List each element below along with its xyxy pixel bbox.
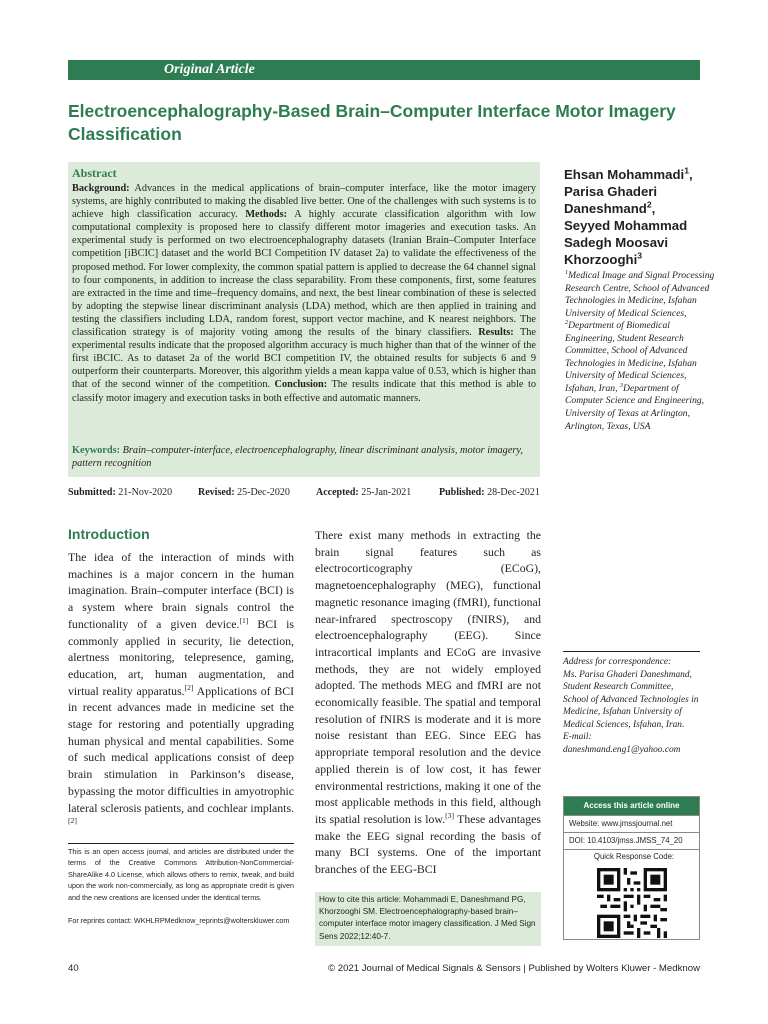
page-footer <box>68 963 700 977</box>
conclusion-text: The results indicate that this method is able to classify motor imagery and execution tasks in both effective and automatic manners. <box>72 379 536 404</box>
license-note <box>68 843 294 926</box>
access-heading: Access this article online <box>564 797 699 815</box>
revised-date: Revised: 25-Dec-2020 <box>198 487 290 498</box>
article-type-label: Original Article <box>164 62 255 77</box>
how-to-cite-box: How to cite this article: Mohammadi E, Daneshmand PG, Khorzooghi SM. Electroencephalography-based brain–computer interface motor imagery classification. J Med Sign Sens 2022;12:40-7. <box>315 892 541 946</box>
author-3: Seyyed Mohammad Sadegh Moosavi Khorzooghi$^3$ <box>564 218 688 267</box>
qr-label: Quick Response Code: <box>564 849 699 866</box>
page-number: 40 <box>68 963 79 974</box>
citation-4[interactable]: [3] <box>445 811 455 821</box>
citation-3[interactable]: [2] <box>68 816 77 826</box>
methods-text: A highly accurate classification algorithm with low computational complexity is proposed here to classify different motor imageries and execution tasks. An experimental study is performed on two electroencephalography datasets (Iranian Brain–Computer Interface competition [iBCIC] dataset and the world BCI Competition IV dataset 2a) to validate the effectiveness of the proposed method. For lower complexity, the common spatial pattern is applied to decrease the 64 channel signal to four components, in addition to increase the class separability. From these components, first, some features are extracted in the time and time–frequency domains, and next, the best linear combination of these is selected by adopting the stepwise linear discriminant analysis (LDA) method, which are then applied in training and testing the classifiers including LDA, random forest, support vector machine, and K nearest neighbors. The classification strategy is of majority voting among the results of the binary classifiers. <box>72 209 536 339</box>
accepted-date: Accepted: 25-Jan-2021 <box>316 487 412 498</box>
keywords-text: Brain–computer-interface, electroencephalography, linear discriminant analysis, motor imagery, pattern recognition <box>72 445 523 469</box>
correspondence-heading: Address for correspondence: <box>563 657 672 667</box>
abstract-box <box>68 162 540 477</box>
reprints-contact[interactable]: For reprints contact: WKHLRPMedknow_reprints@wolterskluwer.com <box>68 916 290 926</box>
correspondence-address-text: Student Research Committee, School of Advanced Technologies in Medicine, Isfahan University of Medical Sciences, Isfahan, Iran. <box>563 682 699 730</box>
keywords-label: Keywords: <box>72 445 121 456</box>
correspondence-email[interactable]: E-mail: daneshmand.eng1@yahoo.com <box>563 732 681 755</box>
citation-1[interactable]: [1] <box>239 615 249 625</box>
correspondence-name: Ms. Parisa Ghaderi Daneshmand, <box>563 669 692 680</box>
published-date: Published: 28-Dec-2021 <box>439 487 540 498</box>
footer-copyright: © 2021 Journal of Medical Signals & Sensors | Published by Wolters Kluwer - Medknow <box>328 963 700 974</box>
author-2: Parisa Ghaderi Daneshmand$^2$, <box>564 184 658 216</box>
abstract-text <box>72 182 536 405</box>
license-text: This is an open access journal, and articles are distributed under the terms of the Creative Commons Attribution-NonCommercial-ShareAlike 4.0 License, which allows others to remix, tweak, and build upon the work non-commercially, as long as appropriate credit is given and the new creations are licensed under the identical terms. <box>68 847 294 902</box>
keywords <box>72 444 534 470</box>
methods-label: Methods: <box>245 209 288 221</box>
body-column-left: The idea of the interaction of minds with machines is a major concern in the human imagination. Brain–computer interface (BCI) is a system where brain signals control the functionality of a given device.[1] BCI is commonly applied in security, lie detection, alertness monitoring, telepresence, gaming, education, art, human augmentation, and virtual reality apparatus.[2] Applications of BCI in recent advances made in medicine set the stage for restoring and potentially upgrading human physical and mental capabilities. Some of such medical applications consist of deep brain stimulation in Parkinson’s disease, bypassing the motor difficulties in amyotrophic lateral sclerosis patients, and cochlear implants.[2] <box>68 550 294 826</box>
introduction-heading: Introduction <box>68 526 150 542</box>
author-list <box>564 166 714 268</box>
abstract-heading: Abstract <box>72 166 117 180</box>
article-title: Electroencephalography-Based Brain–Computer Interface Motor Imagery Classification <box>68 101 676 144</box>
background-label: Background: <box>72 183 130 194</box>
doi-link[interactable]: DOI: 10.4103/jmss.JMSS_74_20 <box>564 832 699 849</box>
website-link[interactable]: Website: www.jmssjournal.net <box>564 815 699 832</box>
author-1: Ehsan Mohammadi$^1$, <box>564 165 693 182</box>
citation-2[interactable]: [2] <box>184 682 194 692</box>
submitted-date: Submitted: 21-Nov-2020 <box>68 487 173 498</box>
body-column-right: There exist many methods in extracting the brain signal features such as electrocorticography (ECoG), magnetoencephalography (MEG), functional magnetic resonance imaging (fMRI), functional near-infrared spectroscopy (fNIRS), and electroencephalography (EEG). Since intracortical implants and ECoG are invasive methods, they are not widely employed adopted. The methods MEG and fMRI are not economically feasible. The spatial and temporal resolution of fNIRS is moderate and it is more noise resistant than EEG. Since EEG has appropriate temporal resolution and the device applied therein is of low cost, it has fewer environmental restrictions, making it one of the most applicable methods in this field, although its spatial resolution is low.[3] These advantages make the EEG signal recording the basis of many BCI systems. One of the important branches of the EEG-BCI <box>315 528 541 877</box>
results-label: Results: <box>478 327 514 339</box>
article-type-banner <box>68 60 700 80</box>
conclusion-label: Conclusion: <box>274 379 328 391</box>
access-online-box <box>563 796 700 940</box>
background-text: Advances in the medical applications of brain–computer interface, like the motor imagery systems, are highly contributed to making the disabled live better. One of the challenges with such systems is to achieve high classification accuracy. <box>72 183 536 221</box>
affiliations: $^1$Medical Image and Signal Processing Research Centre, School of Advanced Technologies in Medicine, Isfahan University of Medical Sciences, $^2$Department of Biomedical Engineering, Student Research Committee, School of Advanced Technologies in Medicine, Isfahan University of Medical Sciences, Isfahan, Iran, $^3$Department of Computer Science and Engineering, University of Texas at Arlington, Arlington, Texas, USA <box>565 268 715 432</box>
results-text: The experimental results indicate that the proposed algorithm accuracy is much higher than that of the winner of the first iBCIC. As to dataset 2a of the world BCI competition IV, the obtained results for subjects 6 and 9 outperform their counterparts. Moreover, this algorithm yields a mean kappa value of 0.53, which is higher than that of the second winner of the competition. <box>72 327 537 391</box>
qr-code-icon[interactable] <box>597 868 667 938</box>
correspondence-address <box>563 651 700 756</box>
article-dates <box>68 487 542 500</box>
